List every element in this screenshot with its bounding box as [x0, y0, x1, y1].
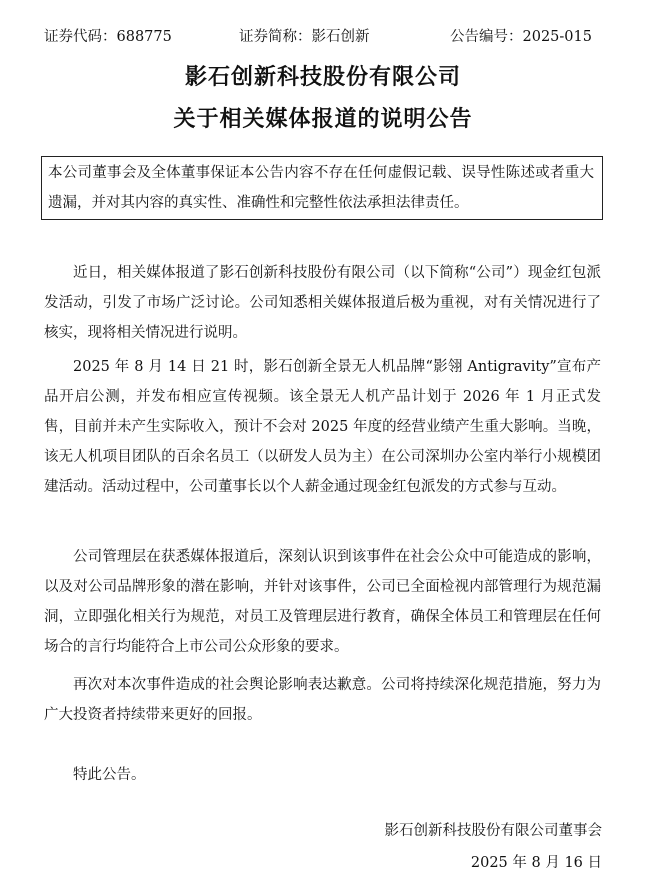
paragraph-event-details: 2025 年 8 月 14 日 21 时，影石创新全景无人机品牌“影翎 Antigravity”宣布产品开启公测，并发布相应宣传视频。该全景无人机产品计划于 2026 年 1 月正式发售，目前并未产生实际收入，预计不会对 2025 年度的经营业绩产生重大影响。当晚，该无人机项目团队的百余名员工（以研发人员为主）在公司深圳办公室内举行小规模团建活动。活动过程中，公司董事长以个人薪金通过现金红包派发的方式参与互动。 — [44, 359, 601, 495]
company-title: 影石创新科技股份有限公司 — [184, 65, 461, 90]
signature-company: 影石创新科技股份有限公司董事会 — [384, 823, 602, 839]
announcement-number: 公告编号：2025-015 — [450, 29, 592, 45]
stock-code: 证券代码：688775 — [44, 29, 172, 45]
announcement-title: 关于相关媒体报道的说明公告 — [173, 107, 473, 132]
paragraph-closing: 特此公告。 — [73, 767, 146, 783]
board-guarantee-notice: 本公司董事会及全体董事保证本公告内容不存在任何虚假记载、误导性陈述或者重大遗漏，并对其内容的真实性、准确性和完整性依法承担法律责任。 — [41, 156, 603, 220]
paragraph-background: 近日，相关媒体报道了影石创新科技股份有限公司（以下简称“公司”）现金红包派发活动，引发了市场广泛讨论。公司知悉相关媒体报道后极为重视，对有关情况进行了核实，现将相关情况进行说明。 — [44, 265, 601, 341]
paragraph-management-response: 公司管理层在获悉媒体报道后，深刻认识到该事件在社会公众中可能造成的影响，以及对公司品牌形象的潜在影响，并针对该事件，公司已全面检视内部管理行为规范漏洞，立即强化相关行为规范，对员工及管理层进行教育，确保全体员工和管理层在任何场合的言行均能符合上市公司公众形象的要求。 — [44, 549, 601, 655]
signature-date: 2025 年 8 月 16 日 — [470, 855, 602, 871]
paragraph-apology: 再次对本次事件造成的社会舆论影响表达歉意。公司将持续深化规范措施，努力为广大投资者持续带来更好的回报。 — [44, 677, 601, 723]
announcement-header — [0, 26, 646, 48]
stock-short-name: 证券简称：影石创新 — [239, 29, 370, 45]
